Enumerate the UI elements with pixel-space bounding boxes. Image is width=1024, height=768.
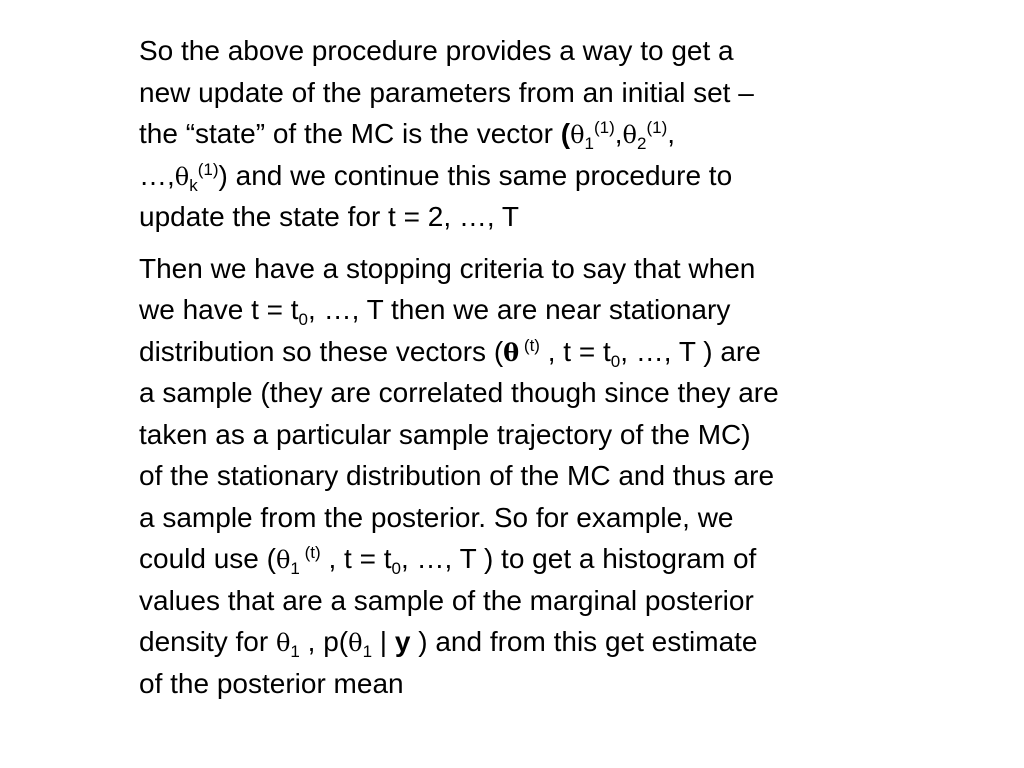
text-line: [139, 497, 939, 539]
text-span: density for: [139, 626, 276, 657]
text-span: , …, T ) are: [620, 335, 761, 367]
subscript: 1: [290, 642, 300, 661]
text-span: of the stationary distribution of the MC and thus are: [139, 460, 775, 491]
text-span: …,: [139, 159, 175, 191]
subscript: 1: [290, 559, 300, 578]
superscript: (t): [519, 335, 540, 355]
text-span: , …, T ) to get a histogram of: [400, 543, 757, 574]
text-span: ,: [667, 118, 676, 149]
paragraph-mc-update: [139, 30, 939, 238]
text-span: update the state for t = 2, …, T: [139, 201, 520, 232]
text-line: [139, 621, 939, 663]
text-line: [139, 414, 939, 456]
subscript: 1: [362, 642, 373, 661]
slide-text-body: [139, 30, 939, 704]
text-span: of the posterior mean: [139, 667, 404, 699]
text-span: , t = t: [320, 543, 392, 574]
text-span: ) and we continue this same procedure to: [218, 159, 733, 191]
theta-symbol: θ: [275, 546, 291, 574]
text-line: [139, 113, 939, 155]
bold-y: y: [394, 626, 411, 657]
theta-symbol: θ: [275, 629, 291, 657]
text-span: , p(: [299, 626, 349, 657]
theta-symbol: θ: [174, 162, 190, 191]
text-line: [139, 331, 939, 373]
theta-symbol: θ: [348, 629, 363, 657]
subscript: k: [189, 175, 198, 195]
superscript: (1): [593, 118, 615, 137]
text-span: a sample from the posterior. So for example, we: [139, 501, 734, 533]
text-span: could use (: [139, 543, 276, 574]
text-span: values that are a sample of the marginal posterior: [139, 584, 754, 616]
text-span: a sample (they are correlated though since they are: [139, 377, 779, 408]
text-line: [139, 372, 939, 414]
text-span: new update of the parameters from an initial set –: [139, 76, 754, 108]
text-span: ,: [614, 118, 623, 149]
text-span: Then we have a stopping criteria to say that when: [139, 252, 756, 284]
text-line: [139, 289, 939, 331]
superscript: (1): [646, 118, 668, 137]
text-line: [139, 30, 939, 72]
theta-symbol: θ: [622, 121, 637, 149]
theta-bold-symbol: θ: [503, 337, 520, 367]
text-line: [139, 580, 939, 622]
superscript: (1): [197, 159, 219, 179]
superscript: (t): [299, 543, 321, 562]
text-span: taken as a particular sample trajectory of the MC): [139, 418, 751, 450]
text-line: [139, 155, 939, 197]
text-span: distribution so these vectors (: [139, 335, 504, 367]
subscript: 0: [298, 310, 309, 329]
subscript: 0: [610, 351, 621, 371]
text-span: the “state” of the MC is the vector: [139, 118, 561, 149]
paragraph-stopping-criteria: [139, 248, 939, 705]
text-line: [139, 663, 939, 705]
text-span: ) and from this get estimate: [410, 626, 758, 657]
text-span: , t = t: [539, 335, 611, 367]
text-span: we have t = t: [139, 294, 299, 325]
text-span: |: [372, 626, 395, 657]
text-line: [139, 455, 939, 497]
text-span: , …, T then we are near stationary: [308, 294, 731, 325]
bold-paren: (: [560, 118, 571, 149]
text-line: [139, 72, 939, 114]
subscript: 0: [391, 559, 401, 578]
text-line: [139, 248, 939, 290]
text-line: [139, 538, 939, 580]
text-span: So the above procedure provides a way to get a: [139, 35, 734, 66]
text-line: [139, 196, 939, 238]
subscript: 2: [637, 134, 647, 153]
subscript: 1: [584, 134, 594, 153]
theta-symbol: θ: [570, 121, 585, 149]
